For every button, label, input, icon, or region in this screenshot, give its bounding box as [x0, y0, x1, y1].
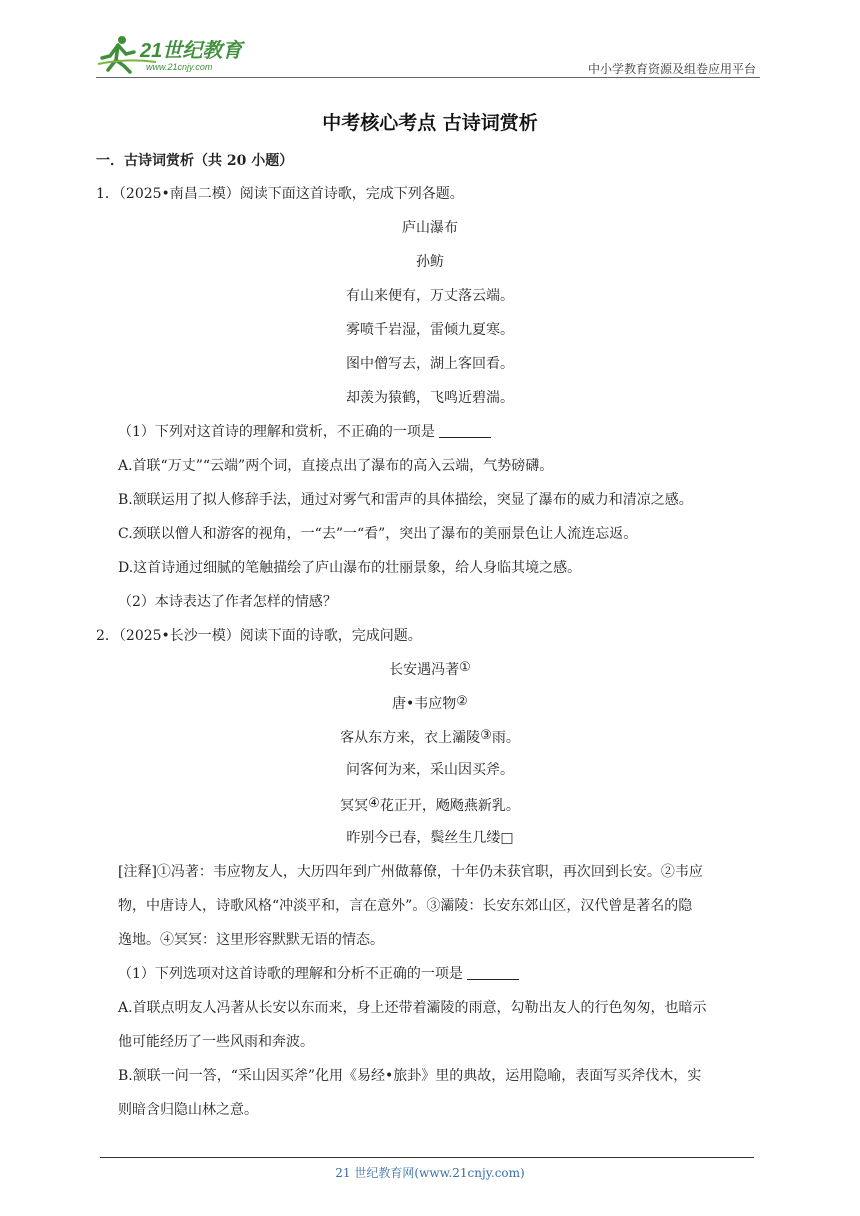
answer-blank	[439, 423, 491, 438]
svg-text:21世纪教育: 21世纪教育	[140, 40, 243, 62]
header-divider	[96, 77, 760, 78]
q1-subquestion-1	[118, 422, 491, 442]
section-heading: 一．古诗词赏析（共 20 小题）	[96, 153, 294, 169]
poem-2-title	[0, 658, 860, 680]
note-marker: ④	[368, 796, 380, 811]
poem-2-author-text: 唐•韦应物	[392, 696, 457, 712]
poem-2-title-text: 长安遇冯著	[389, 662, 460, 678]
q2-option-b: B.颔联一问一答，“采山因买斧”化用《易经•旅卦》里的典故，运用隐喻，表面写买斧伐木，实	[118, 1068, 702, 1084]
poem-2-author	[0, 692, 860, 714]
platform-name: 中小学教育资源及组卷应用平台	[587, 62, 756, 76]
question-2-stem: 2．（2025•长沙一模）阅读下面的诗歌，完成问题。	[96, 628, 422, 644]
svg-text:www.21cnjy.com: www.21cnjy.com	[146, 62, 213, 72]
notes-line: 逸地。④冥冥：这里形容默默无语的情态。	[118, 932, 384, 948]
q2-subquestion-1-text: （1）下列选项对这首诗歌的理解和分析不正确的一项是	[118, 966, 463, 982]
document-title: 中考核心考点 古诗词赏析	[322, 112, 538, 134]
footer-divider	[100, 1157, 754, 1158]
q2-option-b-cont: 则暗含归隐山林之意。	[118, 1102, 258, 1118]
poem-2-line-text: 客从东方来，衣上灞陵	[340, 730, 481, 746]
poem-1-line: 图中僧写去，湖上客回看。	[346, 356, 514, 372]
footer-link[interactable]: 21 世纪教育网(www.21cnjy.com)	[335, 1166, 525, 1180]
q1-option-d: D.这首诗通过细腻的笔触描绘了庐山瀑布的壮丽景象，给人身临其境之感。	[118, 560, 582, 576]
notes-line: 物，中唐诗人，诗歌风格“冲淡平和，言在意外”。③灞陵：长安东郊山区，汉代曾是著名的隐	[118, 898, 693, 914]
note-marker: ②	[456, 694, 468, 709]
poem-2-line-text: 冥冥	[340, 798, 369, 814]
poem-2-line	[0, 726, 860, 748]
q1-option-a: A.首联“万丈”“云端”两个词，直接点出了瀑布的高入云端，气势磅礴。	[118, 458, 554, 474]
q2-subquestion-1	[118, 964, 519, 984]
poem-2-line-text: 花正开，飏飏燕新乳。	[379, 798, 520, 814]
logo-21cnjy	[96, 32, 266, 74]
page-header	[96, 30, 760, 78]
q1-subquestion-2: （2）本诗表达了作者怎样的情感？	[118, 594, 337, 610]
poem-2-line: 问客何为来，采山因买斧。	[346, 762, 514, 778]
q1-subquestion-1-text: （1）下列对这首诗的理解和赏析，不正确的一项是	[118, 424, 435, 440]
notes-line: [注释]①冯著：韦应物友人，大历四年到广州做幕僚，十年仍未获官职，再次回到长安。②韦应	[118, 864, 703, 880]
poem-1-line: 有山来便有，万丈落云端。	[346, 288, 514, 304]
poem-2-line: 昨别今已春，鬓丝生几缕□	[346, 830, 514, 846]
note-marker: ①	[459, 660, 471, 675]
q1-option-c: C.颈联以僧人和游客的视角，一“去”一“看”，突出了瀑布的美丽景色让人流连忘返。	[118, 526, 638, 542]
poem-1-title: 庐山瀑布	[402, 220, 458, 236]
note-marker: ③	[480, 728, 492, 743]
poem-2-line-text: 雨。	[491, 730, 520, 746]
answer-blank	[467, 965, 519, 980]
q1-option-b: B.颔联运用了拟人修辞手法，通过对雾气和雷声的具体描绘，突显了瀑布的威力和清凉之感。	[118, 492, 693, 508]
poem-2-line	[0, 794, 860, 816]
poem-1-line: 雾喷千岩湿，雷倾九夏寒。	[346, 322, 514, 338]
question-1-stem: 1．（2025•南昌二模）阅读下面这首诗歌，完成下列各题。	[96, 186, 464, 202]
poem-1-line: 却羡为猿鹤，飞鸣近碧湍。	[346, 390, 514, 406]
q2-option-a: A.首联点明友人冯著从长安以东而来，身上还带着灞陵的雨意，勾勒出友人的行色匆匆，也暗示	[118, 1000, 707, 1016]
q2-option-a-cont: 他可能经历了一些风雨和奔波。	[118, 1034, 314, 1050]
poem-1-author: 孙鲂	[416, 254, 444, 270]
